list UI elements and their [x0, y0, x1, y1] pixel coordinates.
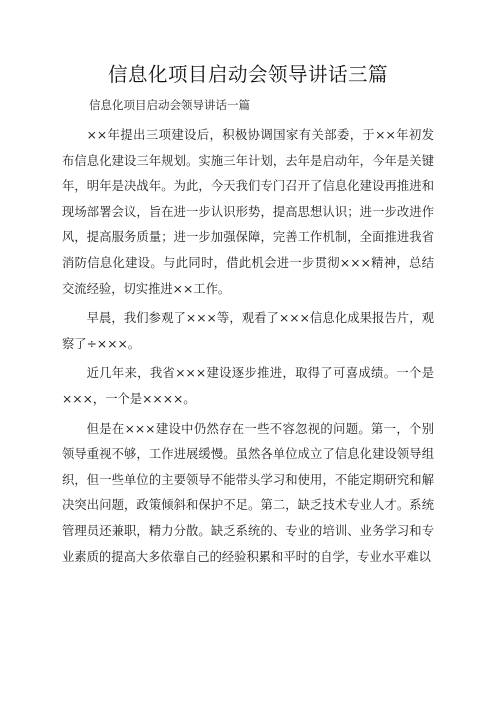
body-paragraph: ××年提出三项建设后，积极协调国家有关部委，于××年初发布信息化建设三年规划。实施三年计划，去年是启动年，今年是关键年，明年是决战年。为此，今天我们专门召开了信息化建设再推进和现场部署会议，旨在进一步认识形势，提高思想认识；进一步改进作风，提高服务质量；进一步加强保障，完善工作机制，全面推进我省消防信息化建设。与此同时，借此机会进一步贯彻×××精神，总结交流经验，切实推进××工作。 — [62, 128, 434, 296]
document-subtitle: 信息化项目启动会领导讲话一篇 — [89, 98, 250, 112]
body-paragraph: 但是在×××建设中仍然存在一些不容忽视的问题。第一，个别领导重视不够，工作进展缓慢。虽然各单位成立了信息化建设领导组织，但一些单位的主要领导不能带头学习和使用，不能定期研究和解决突出问题，政策倾斜和保护不足。第二，缺乏技术专业人才。系统管理员还兼职，精力分散。缺乏系统的、专业的培训、业务学习和专业素质的提高大多依靠自己的经验积累和平时的自学，专业水平难以 — [62, 421, 434, 564]
body-paragraph: 早晨，我们参观了×××等，观看了×××信息化成果报告片，观察了÷×××。 — [62, 311, 434, 351]
document-title: 信息化项目启动会领导讲话三篇 — [107, 63, 388, 86]
body-paragraph: 近几年来，我省×××建设逐步推进，取得了可喜成绩。一个是×××，一个是××××。 — [62, 366, 434, 406]
